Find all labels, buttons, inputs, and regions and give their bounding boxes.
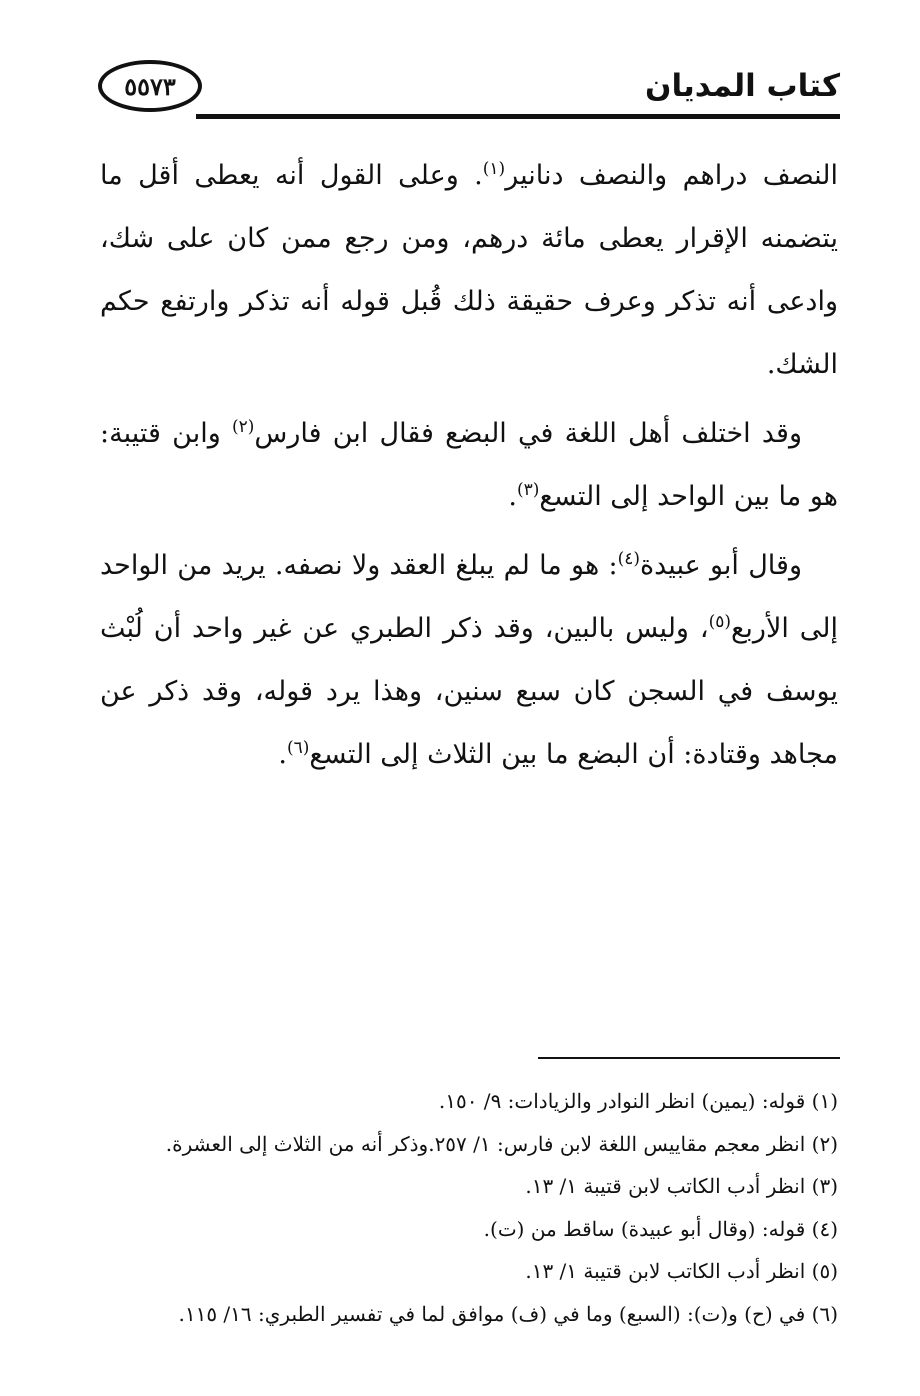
book-title: كتاب المديان bbox=[645, 68, 840, 104]
paragraph-2 bbox=[100, 402, 838, 528]
paragraph-1-text-b: . وعلى القول أنه يعطى أقل ما يتضمنه الإقرار يعطى مائة درهم، ومن رجع ممن كان على شك، وادعى أنه تذكر وعرف حقيقة ذلك قُبل قوله أنه تذكر وارتفع حكم الشك. bbox=[100, 160, 838, 380]
footnote-separator bbox=[538, 1057, 840, 1059]
footnote-1: (١) قوله: (يمين) انظر النوادر والزيادات: ٩/ ١٥٠. bbox=[438, 1089, 838, 1113]
paragraph-3-text-b: : هو ما لم يبلغ العقد ولا نصفه. يريد من الواحد إلى الأربع bbox=[100, 550, 838, 644]
footnote-ref-4: (٤) bbox=[617, 549, 640, 569]
footnote-2: (٢) انظر معجم مقاييس اللغة لابن فارس: ١/ ٢٥٧.وذكر أنه من الثلاث إلى العشرة. bbox=[165, 1131, 838, 1156]
paragraph-2-text-c: . bbox=[508, 481, 517, 512]
paragraph-3-text-c: ، وليس بالبين، وقد ذكر الطبري عن غير واحد أن لُبْث يوسف في السجن كان سبع سنين، وهذا يرد قوله، وقد ذكر عن مجاهد وقتادة: أن البضع ما بين الثلاث إلى التسع bbox=[100, 613, 838, 770]
footnote-4: (٤) قوله: (وقال أبو عبيدة) ساقط من (ت). bbox=[483, 1216, 838, 1241]
footnote-ref-6: (٦) bbox=[286, 738, 310, 758]
paragraph-1-text-a: النصف دراهم والنصف دنانير bbox=[505, 160, 838, 191]
footnote-ref-5: (٥) bbox=[708, 612, 732, 632]
paragraph-3 bbox=[100, 534, 838, 786]
footnote-ref-2: (٢) bbox=[231, 417, 255, 437]
footnotes bbox=[100, 1080, 838, 1335]
main-text bbox=[100, 144, 838, 786]
page-number: ٥٥٧٣ bbox=[98, 60, 202, 112]
footnote-3: (٣) انظر أدب الكاتب لابن قتيبة ١/ ١٣. bbox=[525, 1174, 838, 1198]
footnote-ref-1: (١) bbox=[482, 159, 506, 179]
paragraph-3-text-a: وقال أبو عبيدة bbox=[639, 550, 802, 581]
paragraph-3-text-d: . bbox=[278, 739, 287, 770]
paragraph-2-text-b: وابن قتيبة: هو ما بين الواحد إلى التسع bbox=[100, 418, 838, 512]
footnote-6: (٦) في (ح) و(ت): (السبع) وما في (ف) موافق لما في تفسير الطبري: ١٦/ ١١٥. bbox=[178, 1301, 838, 1326]
footnote-5: (٥) انظر أدب الكاتب لابن قتيبة ١/ ١٣. bbox=[525, 1259, 838, 1283]
page-header bbox=[98, 58, 840, 124]
paragraph-2-text-a: وقد اختلف أهل اللغة في البضع فقال ابن فارس bbox=[254, 418, 802, 449]
footnote-ref-3: (٣) bbox=[516, 480, 540, 500]
paragraph-1 bbox=[100, 144, 838, 396]
header-rule bbox=[196, 114, 840, 119]
